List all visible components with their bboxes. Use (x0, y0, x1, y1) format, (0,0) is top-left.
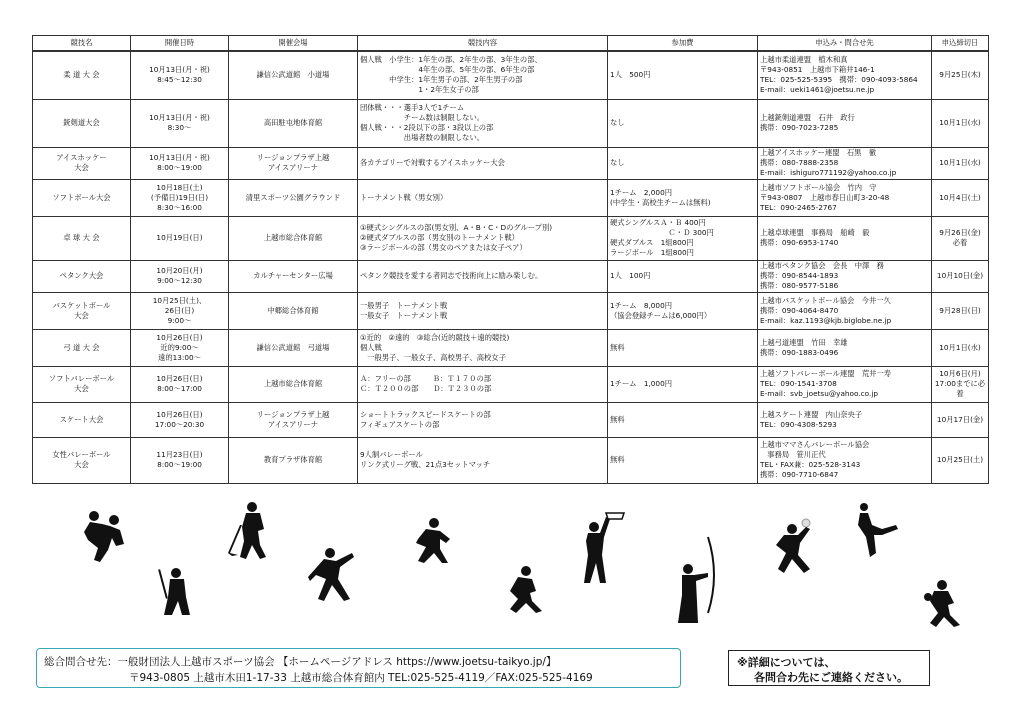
event-contact: 上越市ペタンク協会 会長 中澤 務 携帯：090-8544-1893 携帯：080-9577-5186 (758, 260, 932, 292)
header-event-name: 競技名 (33, 36, 131, 52)
event-venue: 中郷総合体育館 (229, 292, 358, 329)
event-deadline: 9月25日(木) (932, 51, 989, 99)
event-deadline: 9月26日(金) 必着 (932, 216, 989, 260)
event-venue: カルチャーセンター広場 (229, 260, 358, 292)
event-deadline: 10月1日(水) (932, 147, 989, 179)
event-datetime: 10月19日(日) (131, 216, 229, 260)
event-contact: 上越ソフトバレーボール連盟 荒井一寿 TEL：090-1541-3708 E-mail：svb_joetsu@yahoo.co.jp (758, 366, 932, 402)
basketball-icon (572, 507, 628, 587)
event-content: ショートトラックスピードスケートの部 フィギュアスケートの部 (358, 402, 608, 437)
event-name: ソフトバレーボール 大会 (33, 366, 131, 402)
event-name: アイスホッケー 大会 (33, 147, 131, 179)
event-contact: 上越市ソフトボール協会 竹内 守 〒943-0807 上越市春日山町3-20-48 TEL：090-2465-2767 (758, 179, 932, 216)
volleyball-icon (500, 565, 544, 615)
archery-icon (668, 535, 720, 625)
event-fee: 無料 (608, 402, 758, 437)
table-row (33, 402, 989, 437)
event-contact: 上越市バスケットボール協会 今井一久 携帯：090-4064-8470 E-mail：kaz.1193@kjb.biglobe.ne.jp (758, 292, 932, 329)
header-contact: 申込み・問合せ先 (758, 36, 932, 52)
table-row (33, 51, 989, 99)
header-venue: 開催会場 (229, 36, 358, 52)
event-name: 弓 道 大 会 (33, 329, 131, 366)
event-fee: 1チーム 1,000円 (608, 366, 758, 402)
header-fee: 参加費 (608, 36, 758, 52)
note-line-2: 各問合わ先にご連絡ください。 (754, 671, 908, 684)
event-deadline: 10月4日(土) (932, 179, 989, 216)
event-venue: 上越市総合体育館 (229, 216, 358, 260)
event-fee: 1人 500円 (608, 51, 758, 99)
event-name: ペタンク大会 (33, 260, 131, 292)
event-venue: 謙信公武道館 弓道場 (229, 329, 358, 366)
event-fee: 無料 (608, 329, 758, 366)
event-datetime: 10月13日(月・祝) 8:45～12:30 (131, 51, 229, 99)
skating-icon (852, 501, 900, 559)
event-name: 銃剣道大会 (33, 99, 131, 147)
table-row (33, 437, 989, 483)
event-content: ペタンク競技を愛する者同志で技術向上に励み楽しむ。 (358, 260, 608, 292)
event-deadline: 10月25日(土) (932, 437, 989, 483)
event-venue: リージョンプラザ上越 アイスアリーナ (229, 147, 358, 179)
event-name: ソフトボール大会 (33, 179, 131, 216)
event-datetime: 10月13日(月・祝) 8:00～19:00 (131, 147, 229, 179)
softball-icon (308, 545, 360, 605)
tennis-icon (770, 515, 822, 575)
header-deadline: 申込締切日 (932, 36, 989, 52)
table-row (33, 99, 989, 147)
event-name: 女性バレーボール 大会 (33, 437, 131, 483)
event-content: 個人戦 小学生：1年生の部、2年生の部、3年生の部、 4年生の部、5年生の部、6年生の部 中学生：1年生男子の部、2年生男子の部 1・2年生女子の部 (358, 51, 608, 99)
event-fee: 1チーム 8,000円 （協会登録チームは6,000円） (608, 292, 758, 329)
event-venue: 清里スポーツ公園グラウンド (229, 179, 358, 216)
event-datetime: 10月13日(月・祝) 8:30～ (131, 99, 229, 147)
event-datetime: 11月23日(日) 8:00～19:00 (131, 437, 229, 483)
schedule-table (32, 35, 989, 484)
event-name: バスケットボール 大会 (33, 292, 131, 329)
event-fee: 硬式シングルスＡ・Ｂ 400円 Ｃ・Ｄ 300円 硬式ダブルス 1組800円 ラージボール 1組800円 (608, 216, 758, 260)
event-content: ①硬式シングルスの部(男女別、A・B・C・Dのグループ別) ②硬式ダブルスの部（男女別のトーナメント戦） ③ラージボールの部（男女のペアまたは女子ペア） (358, 216, 608, 260)
baseball-icon (410, 517, 454, 565)
event-fee: 1チーム 2,000円 (中学生・高校生チームは無料) (608, 179, 758, 216)
event-datetime: 10月26日(日) 8:00～17:00 (131, 366, 229, 402)
table-row (33, 147, 989, 179)
table-row (33, 329, 989, 366)
event-deadline: 9月28日(日) (932, 292, 989, 329)
event-venue: 高田駐屯地体育館 (229, 99, 358, 147)
general-contact-line: 総合問合せ先：一般財団法人上越市スポーツ協会 【ホームページアドレス https://www.joetsu-taikyo.jp/】 (44, 656, 557, 668)
event-fee: 無料 (608, 437, 758, 483)
event-content: 9人制バレーボール リンク式リーグ戦、21点3セットマッチ (358, 437, 608, 483)
header-datetime: 開催日時 (131, 36, 229, 52)
event-name: 柔 道 大 会 (33, 51, 131, 99)
event-contact: 上越市柔道連盟 植木和真 〒943-0851 上越市下箱井146-1 TEL：025-525-5395 携帯：090-4093-5864 E-mail：ueki1461@joetsu.ne.jp (758, 51, 932, 99)
event-contact: 上越銃剣道連盟 石井 政行 携帯：090-7023-7285 (758, 99, 932, 147)
event-venue: リージョンプラザ上越 アイスアリーナ (229, 402, 358, 437)
table-row (33, 260, 989, 292)
event-contact: 上越市ママさんバレーボール協会 事務局 笹川正代 TEL・FAX兼：025-528-3143 携帯：090-7710-6847 (758, 437, 932, 483)
event-content: ①近的 ②遠的 ③総合(近的競技＋遠的競技) 個人戦 一般男子、一般女子、高校男子、高校女子 (358, 329, 608, 366)
event-datetime: 10月20日(月) 9:00～12:30 (131, 260, 229, 292)
table-row (33, 179, 989, 216)
event-content: トーナメント戦（男女別） (358, 179, 608, 216)
event-datetime: 10月26日(日) 近的9:00～ 遠的13:00～ (131, 329, 229, 366)
event-venue: 謙信公武道館 小道場 (229, 51, 358, 99)
event-deadline: 10月1日(水) (932, 99, 989, 147)
event-contact: 上越スケート連盟 内山奈央子 TEL：090-4308-5293 (758, 402, 932, 437)
general-contact-box (36, 648, 681, 688)
event-deadline: 10月1日(水) (932, 329, 989, 366)
details-note (728, 650, 930, 686)
event-content: 団体戦・・・選手3人で1チーム チーム数は制限しない。 個人戦・・・2段以下の部・3段以上の部 出場者数の制限しない。 (358, 99, 608, 147)
event-name: 卓 球 大 会 (33, 216, 131, 260)
event-contact: 上越卓球連盟 事務局 船崎 毅 携帯：090-6953-1740 (758, 216, 932, 260)
event-venue: 教育プラザ体育館 (229, 437, 358, 483)
event-deadline: 10月10日(金) (932, 260, 989, 292)
table-row (33, 366, 989, 402)
event-datetime: 10月18日(土) (予備日)19日(日) 8:30～16:00 (131, 179, 229, 216)
event-venue: 上越市総合体育館 (229, 366, 358, 402)
table-row (33, 292, 989, 329)
event-content: Ａ：フリーの部 Ｂ：Ｔ１７０の部 Ｃ：Ｔ２００の部 Ｄ：Ｔ２３０の部 (358, 366, 608, 402)
event-contact: 上越弓道連盟 竹田 幸雄 携帯：090-1883-0496 (758, 329, 932, 366)
general-contact-address: 〒943-0805 上越市木田1-17-33 上越市総合体育館内 TEL:025-525-4119／FAX:025-525-4169 (129, 672, 593, 684)
event-fee: なし (608, 99, 758, 147)
sports-silhouettes (0, 495, 1024, 645)
event-deadline: 10月17日(金) (932, 402, 989, 437)
event-fee: 1人 100円 (608, 260, 758, 292)
event-content: 一般男子 トーナメント戦 一般女子 トーナメント戦 (358, 292, 608, 329)
bayonet-icon (158, 567, 198, 617)
table-row (33, 216, 989, 260)
event-fee: なし (608, 147, 758, 179)
header-content: 競技内容 (358, 36, 608, 52)
volleyball-spike-icon (920, 577, 968, 629)
event-datetime: 10月26日(日) 17:00～20:30 (131, 402, 229, 437)
judo-icon (80, 510, 130, 565)
table-header-row (33, 36, 989, 52)
event-deadline: 10月6日(月) 17:00までに必着 (932, 366, 989, 402)
event-datetime: 10月25日(土)、 26日(日) 9:00～ (131, 292, 229, 329)
ice-hockey-icon (228, 501, 276, 561)
event-contact: 上越アイスホッケー連盟 石黒 徹 携帯：080-7888-2358 E-mail：ishiguro771192@yahoo.co.jp (758, 147, 932, 179)
event-content: 各カテゴリーで対戦するアイスホッケー大会 (358, 147, 608, 179)
note-line-1: ※詳細については、 (737, 656, 836, 669)
event-name: スケート大会 (33, 402, 131, 437)
